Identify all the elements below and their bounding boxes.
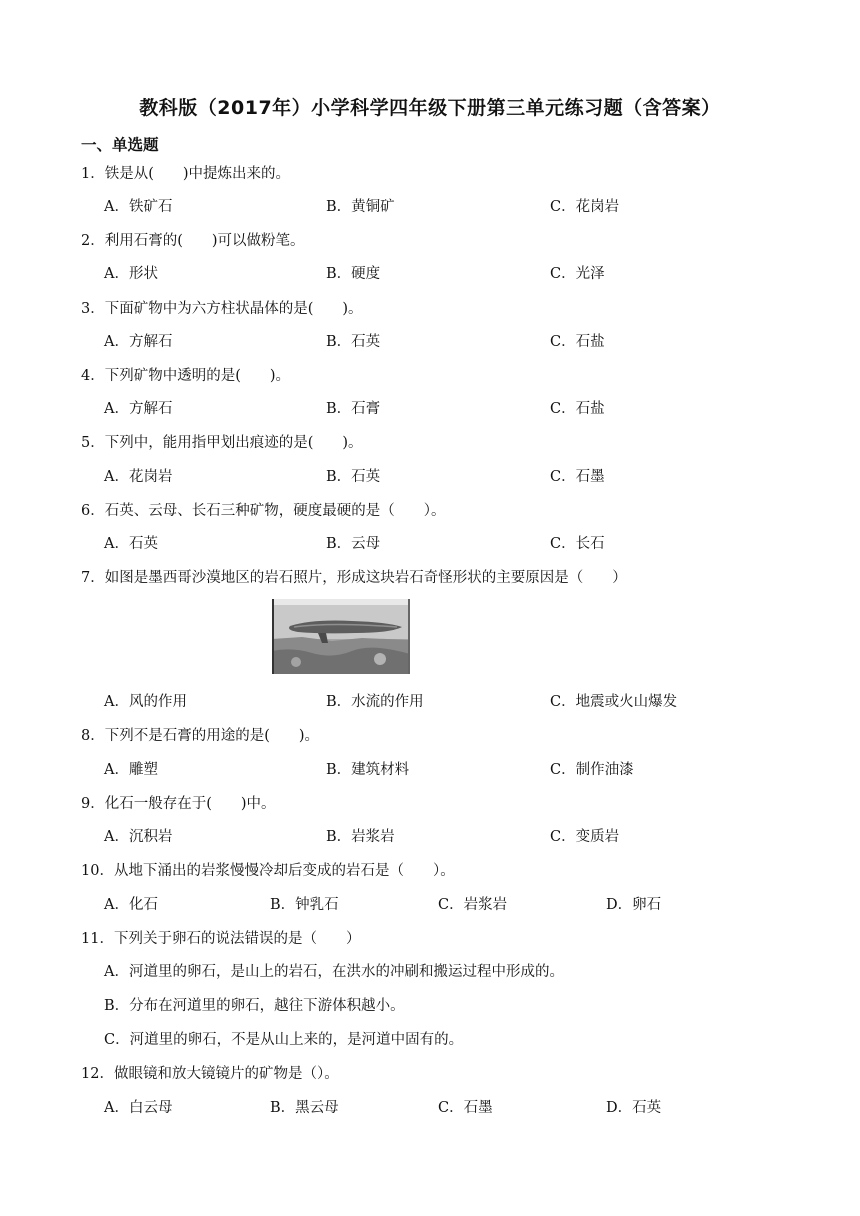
- q1-option-c: C．花岗岩: [550, 199, 620, 215]
- section-heading: 一、单选题: [81, 136, 159, 154]
- question-5: 5．下列中，能用指甲划出痕迹的是( )。: [81, 435, 363, 451]
- q2-option-a: A．形状: [104, 266, 158, 282]
- q11-option-c: C．河道里的卵石，不是从山上来的，是河道中固有的。: [104, 1032, 464, 1048]
- question-6: 6．石英、云母、长石三种矿物，硬度最硬的是（ ）。: [81, 503, 446, 519]
- q7-option-c: C．地震或火山爆发: [550, 694, 678, 710]
- q8-option-a: A．雕塑: [104, 762, 158, 778]
- page-title: 教科版（2017年）小学科学四年级下册第三单元练习题（含答案）: [139, 97, 721, 119]
- q11-option-b: B．分布在河道里的卵石，越往下游体积越小。: [104, 998, 405, 1014]
- q11-option-a: A．河道里的卵石，是山上的岩石，在洪水的冲刷和搬运过程中形成的。: [104, 964, 564, 980]
- rock-photo-image: [272, 599, 410, 674]
- q1-option-a: A．铁矿石: [104, 199, 173, 215]
- q12-option-d: D．石英: [606, 1100, 662, 1116]
- q9-option-c: C．变质岩: [550, 829, 620, 845]
- question-10: 10．从地下涌出的岩浆慢慢冷却后变成的岩石是（ ）。: [81, 863, 455, 879]
- q8-option-c: C．制作油漆: [550, 762, 634, 778]
- q3-option-b: B．石英: [326, 334, 381, 350]
- q12-option-b: B．黑云母: [270, 1100, 339, 1116]
- q6-option-a: A．石英: [104, 536, 158, 552]
- q6-option-c: C．长石: [550, 536, 605, 552]
- question-9: 9．化石一般存在于( )中。: [81, 796, 276, 812]
- question-2: 2．利用石膏的( )可以做粉笔。: [81, 233, 305, 249]
- question-12: 12．做眼镜和放大镜镜片的矿物是（）。: [81, 1066, 339, 1082]
- question-4: 4．下列矿物中透明的是( )。: [81, 368, 291, 384]
- question-3: 3．下面矿物中为六方柱状晶体的是( )。: [81, 301, 363, 317]
- question-8: 8．下列不是石膏的用途的是( )。: [81, 728, 320, 744]
- q10-option-a: A．化石: [104, 897, 158, 913]
- q2-option-c: C．光泽: [550, 266, 605, 282]
- q7-option-b: B．水流的作用: [326, 694, 424, 710]
- q9-option-a: A．沉积岩: [104, 829, 173, 845]
- q12-option-c: C．石墨: [438, 1100, 493, 1116]
- q8-option-b: B．建筑材料: [326, 762, 410, 778]
- q5-option-a: A．花岗岩: [104, 469, 173, 485]
- q4-option-c: C．石盐: [550, 401, 605, 417]
- q6-option-b: B．云母: [326, 536, 381, 552]
- q2-option-b: B．硬度: [326, 266, 381, 282]
- q7-option-a: A．风的作用: [104, 694, 187, 710]
- q3-option-c: C．石盐: [550, 334, 605, 350]
- q10-option-d: D．卵石: [606, 897, 662, 913]
- q4-option-a: A．方解石: [104, 401, 173, 417]
- q10-option-b: B．钟乳石: [270, 897, 339, 913]
- q4-option-b: B．石膏: [326, 401, 381, 417]
- q5-option-c: C．石墨: [550, 469, 605, 485]
- q10-option-c: C．岩浆岩: [438, 897, 508, 913]
- q3-option-a: A．方解石: [104, 334, 173, 350]
- q5-option-b: B．石英: [326, 469, 381, 485]
- question-11: 11．下列关于卵石的说法错误的是（ ）: [81, 931, 361, 947]
- question-7: 7．如图是墨西哥沙漠地区的岩石照片，形成这块岩石奇怪形状的主要原因是（ ）: [81, 570, 627, 586]
- q9-option-b: B．岩浆岩: [326, 829, 395, 845]
- q12-option-a: A．白云母: [104, 1100, 173, 1116]
- question-1: 1．铁是从( )中提炼出来的。: [81, 166, 291, 182]
- rock-photo: [272, 599, 410, 674]
- q1-option-b: B．黄铜矿: [326, 199, 395, 215]
